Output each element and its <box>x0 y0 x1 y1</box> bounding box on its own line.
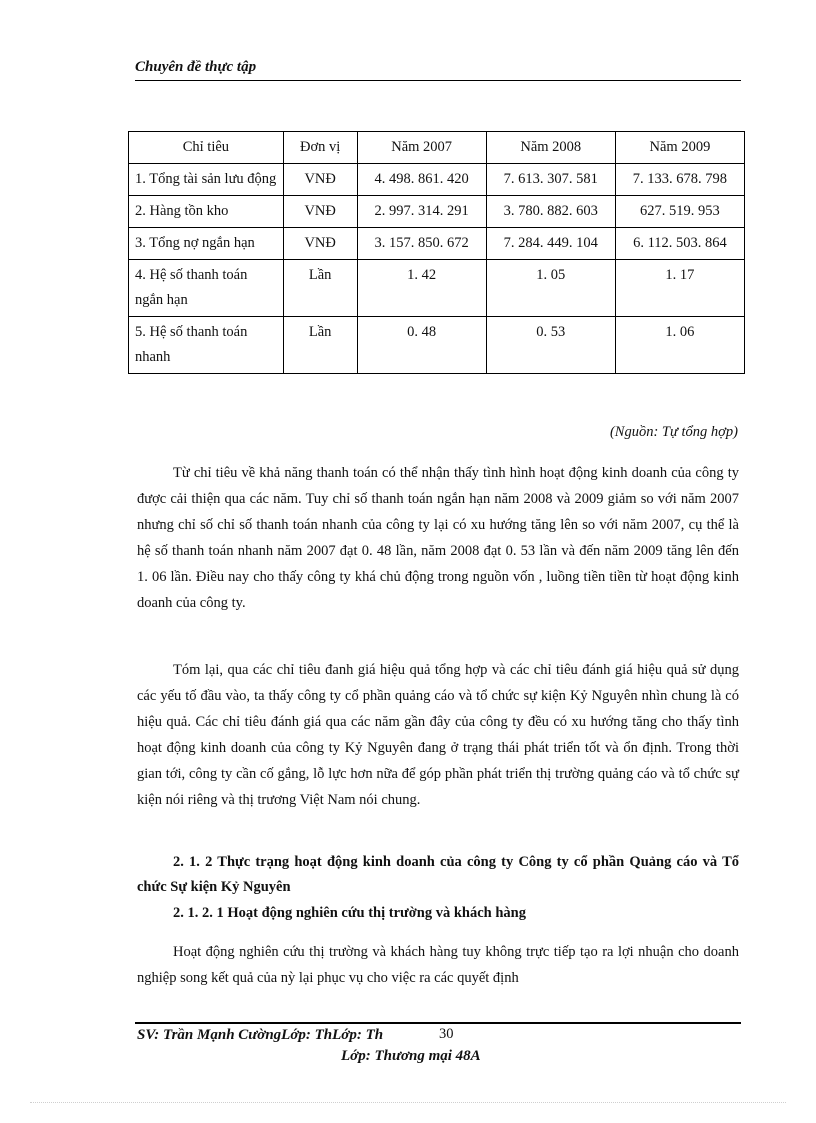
column-header: Chỉ tiêu <box>129 132 284 164</box>
table-row <box>129 164 745 196</box>
cell-unit: VNĐ <box>283 196 357 228</box>
paragraph-liquidity-analysis: Từ chỉ tiêu về khả năng thanh toán có thể nhận thấy tình hình hoạt động kinh doanh của công ty được cải thiện qua các năm. Tuy chỉ số thanh toán ngắn hạn năm 2008 và 2009 giảm so với năm 2007 nhưng chỉ số chỉ số thanh toán nhanh của công ty lại có xu hướng tăng lên so với năm 2007, cụ thể là hệ số thanh toán nhanh năm 2007 đạt 0. 48 lần, năm 2008 đạt 0. 53 lần và đến năm 2009 tăng lên đến 1. 06 lần. Điều nay cho thấy công ty khá chủ động trong nguồn vốn , luồng tiền tiền từ hoạt động kinh doanh của công ty. <box>137 465 739 611</box>
cell-unit: Lần <box>283 317 357 374</box>
footer-student: SV: Trần Mạnh CườngLớp: ThLớp: Th <box>137 1027 384 1043</box>
cell-2009: 627. 519. 953 <box>615 196 744 228</box>
cell-unit: Lần <box>283 260 357 317</box>
cell-2008: 3. 780. 882. 603 <box>486 196 615 228</box>
cell-2007: 4. 498. 861. 420 <box>357 164 486 196</box>
column-header: Năm 2008 <box>486 132 615 164</box>
footer-class: Lớp: Thương mại 48A <box>341 1048 481 1064</box>
cell-indicator: 2. Hàng tồn kho <box>129 196 284 228</box>
cell-indicator: 5. Hệ số thanh toán nhanh <box>129 317 284 374</box>
page-number: 30 <box>439 1026 454 1042</box>
cell-indicator: 4. Hệ số thanh toán ngắn hạn <box>129 260 284 317</box>
page-edge-divider <box>30 1102 786 1103</box>
table-row <box>129 228 745 260</box>
cell-2008: 1. 05 <box>486 260 615 317</box>
paragraph-market-research: Hoạt động nghiên cứu thị trường và khách hàng tuy không trực tiếp tạo ra lợi nhuận cho doanh nghiệp song kết quả của nỳ lại phục vụ cho việc ra các quyết định <box>137 944 739 986</box>
footer-divider <box>135 1022 741 1024</box>
cell-indicator: 1. Tổng tài sản lưu động <box>129 164 284 196</box>
cell-2007: 3. 157. 850. 672 <box>357 228 486 260</box>
cell-2008: 7. 284. 449. 104 <box>486 228 615 260</box>
column-header: Năm 2007 <box>357 132 486 164</box>
cell-2009: 1. 17 <box>615 260 744 317</box>
table-row <box>129 196 745 228</box>
table-row <box>129 260 745 317</box>
column-header: Đơn vị <box>283 132 357 164</box>
cell-unit: VNĐ <box>283 228 357 260</box>
header-title: Chuyên đề thực tập <box>135 59 257 75</box>
cell-2008: 0. 53 <box>486 317 615 374</box>
cell-unit: VNĐ <box>283 164 357 196</box>
table-source-note: (Nguồn: Tự tổng hợp) <box>609 424 738 440</box>
liquidity-table <box>128 131 745 374</box>
table-header-row <box>129 132 745 164</box>
cell-2009: 6. 112. 503. 864 <box>615 228 744 260</box>
cell-2007: 0. 48 <box>357 317 486 374</box>
page-header <box>135 58 741 81</box>
column-header: Năm 2009 <box>615 132 744 164</box>
cell-2007: 1. 42 <box>357 260 486 317</box>
cell-indicator: 3. Tổng nợ ngắn hạn <box>129 228 284 260</box>
cell-2007: 2. 997. 314. 291 <box>357 196 486 228</box>
subsection-heading: 2. 1. 2. 1 Hoạt động nghiên cứu thị trường và khách hàng <box>173 905 526 921</box>
table-row <box>129 317 745 374</box>
section-heading: 2. 1. 2 Thực trạng hoạt động kinh doanh của công ty Công ty cổ phần Quảng cáo và Tổ chức Sự kiện Kỷ Nguyên <box>137 854 739 895</box>
paragraph-summary: Tóm lại, qua các chỉ tiêu đanh giá hiệu quả tổng hợp và các chỉ tiêu đánh giá hiệu quả sử dụng các yếu tố đầu vào, ta thấy công ty cổ phần quảng cáo và tổ chức sự kiện Kỷ Nguyên nhìn chung là có hiệu quả. Các chỉ tiêu đánh giá qua các năm gần đây của công ty đều có xu hướng tăng cho thấy tình hoạt động kinh doanh của công ty Kỷ Nguyên đang ở trạng thái phát triển tốt và ổn định. Trong thời gian tới, công ty cần cố gắng, lỗ lực hơn nữa để góp phần phát triển thị trường quảng cáo và tổ chức sự kiện nói riêng và thị trương Việt Nam nói chung. <box>137 662 739 808</box>
cell-2009: 7. 133. 678. 798 <box>615 164 744 196</box>
cell-2009: 1. 06 <box>615 317 744 374</box>
cell-2008: 7. 613. 307. 581 <box>486 164 615 196</box>
